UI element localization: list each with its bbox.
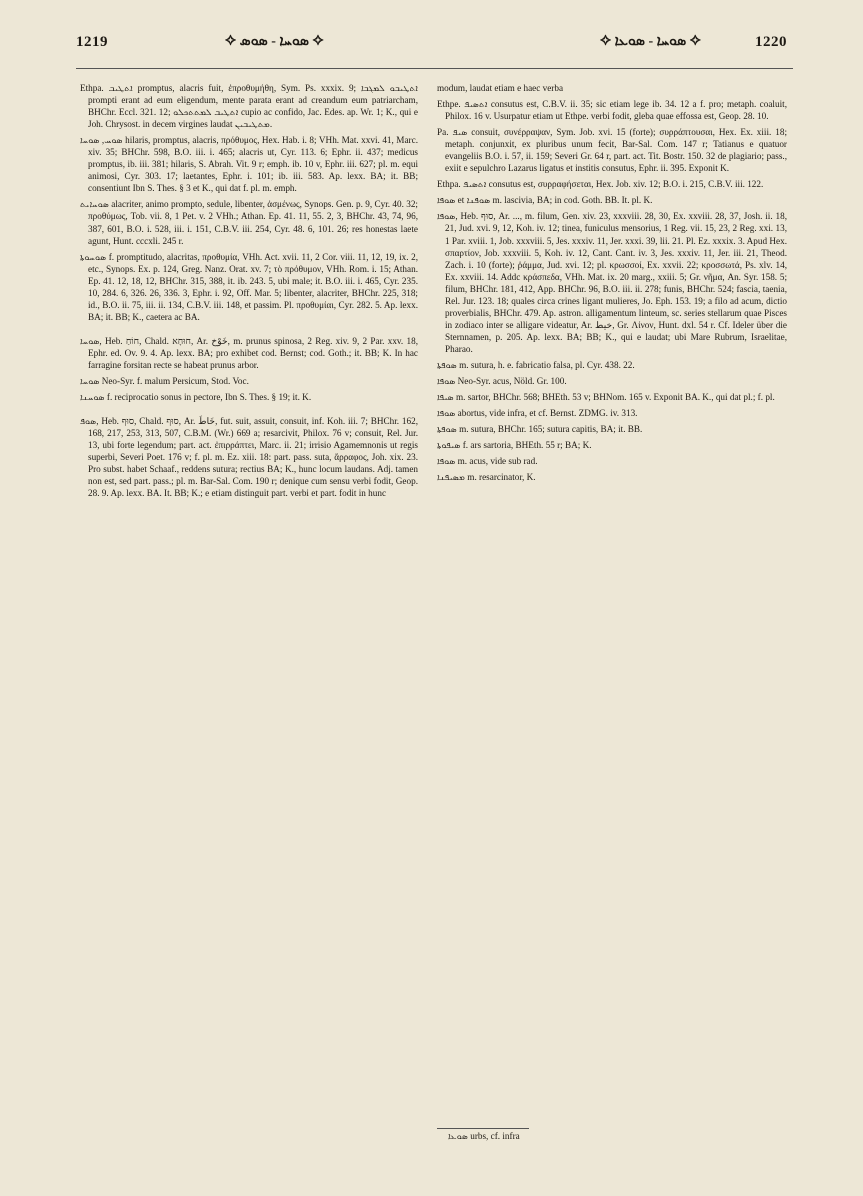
footnote-rule <box>437 1128 529 1129</box>
entry-acus: ܣܘܦܐ m. acus, vide sub rad. <box>437 456 538 467</box>
entry-suit: ܣܘܦ, Heb. סוּף, Chald. סוּף, Ar. خَاطَ, fut. suit, assuit, consuit, inf. Koh. iii. 7; BHChr. 162, 168, 217, 253, 313, 507, C.B.M. (Wr.) 669 a; resarcivit, Philox. 76 v; consuit, Rel. Jur. 13, ubi forte legendum; part. act. ἐπιρράπτει, Marc. ii. 21; irrisio Agamemnonis ut regis superbi, Severi Poet. 176 v; f. pl. m. Ez. xiii. 18: part. pass. suta, ἄρραφος, Joh. xix. 23. Pro subst. habet Schaaf., reddens sutura; rectius BA; K., hunc locum laudans. Adj. tamen non est, sed part. pass.; pl. m. Bar-Sal. Com. 190 r; denique cum sensu verbi fodit, Geop. 28. 9. Ap. lexx. BA. It. BB; K.; e etiam distinguit part. verbi et part. fodit in hunc <box>80 416 418 499</box>
entry-malum-persicum: ܣܘܚܐ Neo-Syr. f. malum Persicum, Stod. Voc. <box>80 376 249 387</box>
entry-abortus: ܣܘܦܐ abortus, vide infra, et cf. Bernst. ZDMG. iv. 313. <box>437 408 638 419</box>
entry-sutura: ܣܘܦܬܐ m. sutura, BHChr. 165; sutura capitis, BA; it. BB. <box>437 424 643 435</box>
entry-prunus-spinosa: ܣܘܚܐ, Heb. חוֹחַ, Chald. חוּחָא, Ar. خَوْخ, m. prunus spinosa, 2 Reg. xiv. 9, 2 Par. xxv. 18, Ephr. ed. Ov. 9. 4. Ap. lexx. BA; pro exhibet cod. Bernst; cod. Goth.; it. BB; K. In hac farragine forsitan recte se habeat prunus arbor. <box>80 335 418 370</box>
entry-lascivia: ܣܘܦܐ et ܣܘܦܢܐ m. lascivia, BA; in cod. Goth. BB. It. pl. K. <box>437 195 653 206</box>
right-column <box>437 82 787 1132</box>
entry-pa-consuit: Pa. ܣܝܦ consuit, συνέρραψαν, Sym. Job. xvi. 15 (forte); συρράπτουσαι, Hex. Ex. xiii. 18; metaph. conjunxit, ex pluribus unum fecit, Bar-Sal. Com. 147 r; Tatianus e quatuor evangeliis B.O. i. 57, ii. 159; Severi Gr. 64 r, part. act. Tit. Bostr. 150. 32 de plagiario; pass., exiit e sepulchro Lazarus ligatus et institis consutus, Ephr. ii. 395. Exponit K. <box>437 127 787 174</box>
entry-promptitudo: ܣܘܚܘܬܐ f. promptitudo, alacritas, προθυμία, VHh. Act. xvii. 11, 2 Cor. viii. 11, 12, 19, ix. 2, etc., Synops. Ex. p. 124, Greg. Nanz. Orat. xv. 7; τὸ πρόθυμον, VHh. Rom. i. 15; Athan. Ep. 41. 12, 18, 12, BHChr. 315, 388, it. ib. 243. 5, ubi male; it. B.O. iii. i. 465, Cyr. 235. 10, 284. 6, 326. 26, 336. 3, Ephr. i. 92, Off. Mar. 5; libenter, alacriter, BHChr. 225, 318; id., B.O. ii. 75, iii. ii. 134, C.B.V. iii. 148, et passim. Pl. προθυμίαι, Cyr. 282. 5. Ap. lexx. BA; it. BB; K., caetera ac BA. <box>80 251 418 322</box>
page-header <box>70 34 793 62</box>
footnote: ܣܘܥܐ urbs, cf. infra <box>448 1131 520 1141</box>
entry-ars-sartoria: ܣܝܦܘܬܐ f. ars sartoria, BHEth. 55 r; BA; K. <box>437 440 592 451</box>
right-running-title: ✧ ܣܘܚܐ - ܣܘܥܐ ✧ <box>600 34 701 49</box>
right-page-number: 1220 <box>755 34 787 50</box>
entry-ethpe-consutus: Ethpe. ܐܬܣܝܦ consutus est, C.B.V. ii. 35; sic etiam lege ib. 34. 12 a f. pro; metaph. coaluit, Philox. 16 v. Usurpatur etiam ut Ethpe. verbi fodit, gleba quae effossa est, Geop. 28. 10. <box>437 99 787 122</box>
entry-resarcinator: ܡܣܝܦܢܐ m. resarcinator, K. <box>437 472 536 483</box>
entry-sutura-falsa: ܣܘܦܬܐ m. sutura, h. e. fabricatio falsa, pl. Cyr. 438. 22. <box>437 359 635 370</box>
entry-filum: ܣܘܦܐ, Heb. סוּף, Ar. ..., m. filum, Gen. xiv. 23, xxxviii. 28, 30, Ex. xxviii. 28, 37, Josh. ii. 18, 21, Jud. xvi. 9, 12, Koh. iv. 12; tinea, funiculus mensorius, 1 Reg. vii. 15, 23, 2 Reg. xxi. 13, 1 Par. xviii. 1, Job. xxxviii. 5, Jes. xxxiv. 11, Jer. xxxi. 39, lii. 21. Pl. Ez. xxxix. 3. Apud Hex. σπαρτίον, Job. xxxviii. 5, Koh. iv. 12, Cant. Cant. iv. 3, Jes. xxxiv. 11, Jer. iii. 21, Theod. Zach. i. 10 (forte); ῥάμμα, Jud. xvi. 12; pl. κρωσσοί, Ex. xxvii. 22; κροσσωτά, Ps. xlv. 14, Ex. xxviii. 14. Addc κράσπεδα, VHh. Mat. ix. 20 marg., xxiii. 5; Gr. νῆμα, An. Syr. 158. 5; filum, BHChr. 181, 412, App. BHChr. 96, B.O. iii. ii. 278; funis, BHChr. 524; fascia, taenia, Rel. Jur. 123. 18; quales circa crines ligant mulieres, Jo. Eph. 153. 19; a filo ad acum, dictio proverbialis, BHChr. 479. Ap. astron. alligamentum linteum, sc. series stellarum quae Pisces in zodiaco inter se alligare videatur, Ar. خيط, Gr. Λίνον, Hunt. dxl. 54 r. Cf. Ideler über die Sternnamen, p. 205. Ap. lexx. BA; BB; K., qui e laudat; ubi Mare Rubrum, Israelitae, Pharao. <box>437 211 787 354</box>
entry-ethpa-consutus: Ethpa. ܐܬܣܝܦ consutus est, συρραφήσεται, Hex. Job. xiv. 12; B.O. i. 215, C.B.V. iii. 122. <box>437 179 764 190</box>
entry-alacriter: ܣܘܚܐܝܬ alacriter, animo prompto, sedule, libenter, ἀσμένως, Synops. Gen. p. 9, Cyr. 40. 32; προθύμως, Tob. vii. 8, 1 Pet. v. 2 VHh.; Athan. Ep. 41. 11, 55. 2, 3, BHChr. 43, 74, 96, 387, 601, B.O. i. 528, iii. i. 151, C.B.V. iii. 254, Cyr. 48. 6, 101. 26; res honestas laete agunt, Hunt. cccxli. 245 r. <box>80 199 418 246</box>
entry-hilaris: ܣܘܚ, ܣܘܚܐ hilaris, promptus, alacris, πρόθυμος, Hex. Hab. i. 8; VHh. Mat. xxvi. 41, Marc. xiv. 35; BHChr. 598, B.O. iii. i. 465; alacris ut, Cyr. 113. 6; Ephr. ii. 437; medicus promptus, ib. iii. 381; hilaris, S. Abrah. Vit. 9 r; emph. ib. 10 v, Ephr. iii. 627; pl. m. equi animosi, Cyr. 303. 17; laetantes, Ephr. i. 101; ib. iii. 583. Ap. lexx. BA; it. BB; consentiunt Ibn S. Thes. § 3 et K., qui dat f. pl. m. emph. <box>80 135 418 194</box>
entry-acus-neo-syr: ܣܘܦܐ Neo-Syr. acus, Nöld. Gr. 100. <box>437 376 567 387</box>
entry-ethpa-promptus: Ethpa. ܐܬܛܝܒ promptus, alacris fuit, ἐπροθυμήθη, Sym. Ps. xxxix. 9; ܐܬܛܝܒܘ ܠܡܓܒܐ prompti erant ad eum eligendum, mente parata erant ad creandum eum patriarcham, BHChr. Eccl. 321. 12; ܐܬܛܝܒ ܠܡܬܬܟܠܘ cupio ac confido, Jac. Edes. ap. Wr. 1; K., qui e Joh. Chrysost. in decem virgines laudat ܡܬܛܝܒܝܢ. <box>80 83 418 130</box>
entry-sartor: ܣܝܦܐ m. sartor, BHChr. 568; BHEth. 53 v; BHNom. 165 v. Exponit BA. K., qui dat pl.; f. pl. <box>437 392 775 403</box>
left-running-title: ✧ ܣܘܚܐ - ܣܘܣ ✧ <box>225 34 324 49</box>
header-rule <box>76 68 793 69</box>
left-page-number: 1219 <box>76 34 108 50</box>
entry-reciprocatio: ܣܘܚܢܐ f. reciprocatio sonus in pectore, Ibn S. Thes. § 19; it. K. <box>80 392 312 403</box>
left-column <box>80 82 418 1174</box>
entry-continuation: modum, laudat etiam e haec verba <box>437 83 564 93</box>
